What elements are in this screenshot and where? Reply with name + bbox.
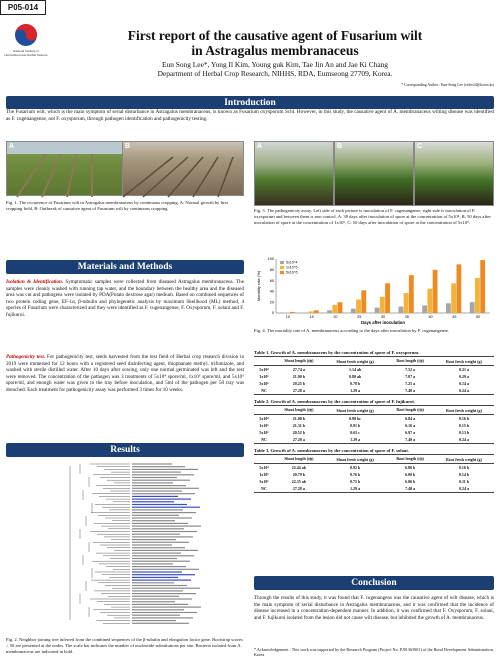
table-cell: 7.07 a	[405, 374, 416, 379]
legend-swatch	[280, 271, 284, 274]
tree-leaf-label	[132, 596, 179, 597]
tree-leaf-label	[132, 593, 196, 594]
bar-5x10^4	[446, 303, 451, 313]
bar-5x10^5	[456, 264, 461, 313]
x-tick-label: 25	[357, 315, 362, 319]
tree-leaf-label	[132, 620, 176, 621]
x-tick-label: 20	[333, 315, 338, 319]
legend-label: 5x10^4	[286, 260, 298, 265]
tree-leaf-label	[132, 501, 174, 502]
svg-text:Horticultural and Herbal Scien: Horticultural and Herbal Science	[4, 53, 48, 57]
tree-leaf-label	[132, 604, 188, 605]
tree-leaf-label	[132, 539, 176, 540]
table-cell: 6.84 a	[405, 416, 416, 421]
tree-leaf-label	[132, 574, 195, 575]
table-cell: 21.00 b	[292, 416, 305, 421]
tree-leaf-label	[132, 550, 198, 551]
tree-leaf-label	[132, 466, 185, 467]
bar-5x10^5	[409, 275, 414, 313]
table-cell: 20.25 b	[292, 381, 305, 386]
institute-logo	[4, 22, 48, 66]
table-header-cell: Root length (㎝)	[386, 455, 434, 464]
table-cell: 0.24 a	[434, 436, 494, 444]
bar-5x10^4	[470, 302, 475, 313]
table-cell: 5x10⁵	[259, 479, 269, 484]
tree-leaf-label	[132, 507, 200, 508]
tree-leaf-label	[132, 536, 193, 537]
fig3-photo-b	[334, 141, 414, 206]
bar-5x10^5	[314, 310, 319, 313]
table-cell: 6.00 b	[404, 472, 416, 477]
x-tick-label: 10	[285, 315, 291, 319]
tree-leaf-label	[132, 609, 184, 610]
tree-leaf-label	[132, 601, 175, 602]
fig1-caption: Fig. 1. The occurrence of Fusarium wilt in Astragalus membranaceus by continuous cropping. A: Normal growth by first cropping field, B: Outbreak of causative agent of Fusarium wilt by continuous cropping.	[6, 200, 228, 211]
table-cell: 27.28 a	[274, 436, 324, 444]
table-cell: 27.28 a	[274, 485, 324, 493]
x-tick-label: 30	[380, 315, 386, 319]
fig1-photo-a	[6, 141, 126, 196]
y-tick-label: 0	[271, 311, 274, 316]
table-cell: 0.92 b	[349, 465, 361, 470]
table-cell: 0.14 a	[458, 381, 469, 386]
bar-1x10^5	[356, 300, 361, 314]
table-header-cell	[254, 406, 274, 415]
tree-leaf-label	[132, 555, 194, 556]
conclusion-text: Through the results of this study, it was found that F. cugenangens was the causative agent of wilt disease, which is the main symptom of serial disturbance in Astragalus membranaceus, and it was confirmed that the incidence of disease increased in a concentration-dependent manner. In addition, it was confirmed that F. Oxysporum, F. solani, and F. fujikuroi isolated from the lesion did not cause wilt disease, but inhibited the growth of A. membranaceus.	[254, 595, 494, 621]
y-tick-label: 40	[269, 289, 274, 294]
bar-1x10^5	[404, 293, 409, 313]
pathogenicity-title: Pathogenicity test.	[6, 354, 46, 360]
field-rows-graphic	[7, 142, 127, 197]
author-block	[55, 60, 495, 78]
methods-pathogenicity	[6, 354, 244, 394]
tree-leaf-label	[132, 504, 187, 505]
mortality-chart	[254, 255, 494, 327]
tree-leaf-label	[132, 485, 186, 486]
table-cell: 27.28 a	[274, 387, 324, 395]
tree-leaf-label	[132, 563, 173, 564]
table-row	[254, 366, 494, 374]
table-header-cell	[254, 357, 274, 366]
table-cell: 0.80 ab	[348, 374, 362, 379]
table-caption: Table 2. Growth of A. membranaceus by the concentration of spore of F. fujikuroi.	[254, 399, 415, 404]
tree-leaf-label	[132, 474, 194, 475]
tree-leaf-label	[132, 526, 201, 527]
x-tick-label: 50	[475, 315, 481, 319]
title-line-1: First report of the causative agent of Fusarium wilt	[127, 28, 423, 43]
y-tick-label: 80	[269, 268, 274, 272]
table-cell: 0.24 a	[434, 485, 494, 493]
legend-swatch	[280, 266, 284, 269]
tree-leaf-label	[132, 547, 185, 548]
tree-leaf-label	[132, 569, 199, 570]
fig1-label-a: A	[9, 143, 15, 150]
table-cell: 7.40 a	[386, 485, 434, 493]
table-cell: 6.97 a	[405, 430, 416, 435]
tree-leaf-label	[132, 531, 197, 532]
table-cell: NC	[254, 485, 274, 493]
poster-code: P05-014	[0, 0, 46, 15]
tree-leaf-label	[132, 515, 179, 516]
tree-leaf-label	[132, 571, 182, 572]
table-cell: 7.52 a	[405, 367, 416, 372]
bar-5x10^5	[480, 260, 485, 313]
table-cell: 5x10⁴	[259, 367, 269, 372]
table-cell: 22.44 ab	[291, 465, 306, 470]
methods-isolation	[6, 279, 244, 319]
bar-1x10^5	[427, 289, 432, 313]
table-cell: 20.79 b	[292, 472, 305, 477]
tree-leaf-label	[132, 615, 180, 616]
growth-table	[254, 454, 494, 493]
table-row	[254, 429, 494, 436]
table-cell: 0.16 b	[458, 416, 470, 421]
table-header-cell: Root length (㎝)	[386, 406, 434, 415]
bar-1x10^5	[380, 297, 385, 313]
tree-leaf-label	[132, 566, 186, 567]
table-cell: 5x10⁴	[259, 465, 269, 470]
tree-leaf-label	[132, 499, 191, 500]
growth-table	[254, 405, 494, 444]
table-cell: 20.52 b	[292, 430, 305, 435]
table-header-cell: Shoot length (㎝)	[274, 357, 324, 366]
table-cell: 1x10⁵	[259, 423, 269, 428]
table-cell: 0.13 b	[458, 430, 470, 435]
table-row	[254, 485, 494, 493]
table-row	[254, 471, 494, 478]
fig3-label-a: A	[257, 143, 263, 150]
tree-leaf-label	[132, 585, 187, 586]
bar-5x10^4	[422, 305, 427, 313]
tree-leaf-label	[132, 561, 190, 562]
table-header-cell	[254, 455, 274, 464]
fig3-caption: Fig. 3. The pathogenicity assay. Left side of each picture is inoculation of F. cugenangense, right side is inoculation of F. oxysporum and between them is non control. A: 30 days after inoculation of spore at the concentration of 5x10⁴, B: 50 days after inoculation of spore at the concentration of 1x10⁵, C: 50 days after inoculation of spore at the concentration of 5x10⁵.	[254, 208, 491, 225]
conclusion-heading: Conclusion	[254, 576, 494, 590]
table-cell: 22.35 ab	[291, 479, 306, 484]
isolation-title: Isolation & Identification.	[6, 279, 64, 285]
table-cell: 0.75 b	[349, 479, 361, 484]
x-tick-label: 40	[428, 315, 433, 319]
table-cell: 0.80 bc	[349, 416, 362, 421]
tree-leaf-label	[132, 612, 197, 613]
pathogenicity-text: For pathogenicity test, seeds harvested from the test field of Herbal crop research division in 2019 were immersed for 12 hours with a registered seed disinfecting agent, thiophanate methyl. trifumizole, and washed with sterile distilled water. After 10 days after sowing, only one normal germinated was left and the rest were removed. The concentration of the pathogen was 3 treatments of 5x10⁴ spore/ml, 1x10⁵ spore/ml, and 5x10⁵ spore/ml, and enough water was given to the tray before inoculation, and 5ml of the pathogen per 50 tray was drenched. Each treatment for pathogenicity assay was performed 3 times for 10 weeks.	[6, 354, 245, 393]
table-cell: 5x10⁵	[259, 430, 269, 435]
tree-leaf-label	[132, 558, 177, 559]
table-header-cell: Root length (㎝)	[386, 357, 434, 366]
table-cell: 21.90 b	[292, 374, 305, 379]
tree-leaf-label	[132, 590, 183, 591]
tree-leaf-label	[132, 520, 175, 521]
affiliation: Department of Herbal Crop Research, NIHHS, RDA, Eumseong 27709, Korea.	[157, 69, 393, 78]
x-tick-label: 45	[452, 315, 457, 319]
tree-leaf-label	[132, 490, 182, 491]
table-cell: 1x10⁵	[259, 374, 269, 379]
tree-leaf-label	[132, 542, 189, 543]
table-cell: 7.25 a	[405, 381, 416, 386]
x-tick-label: 15	[309, 315, 314, 319]
bar-1x10^5	[332, 305, 337, 313]
phylogenetic-tree	[60, 460, 210, 630]
tree-leaf-label	[132, 580, 191, 581]
fig3-label-b: B	[337, 143, 343, 150]
table-cell: 5x10⁵	[259, 381, 269, 386]
fig3-photo-a	[254, 141, 334, 206]
table-row	[254, 436, 494, 444]
tree-leaf-label	[132, 472, 181, 473]
table-cell: 7.40 a	[386, 436, 434, 444]
table-cell: 0.76 b	[349, 472, 361, 477]
table-cell: 0.11 b	[458, 479, 469, 484]
table-cell: 0.14 b	[458, 472, 470, 477]
table-row	[254, 464, 494, 472]
y-tick-label: 20	[269, 300, 274, 305]
tree-leaf-label	[132, 493, 195, 494]
table-caption: Table 1. Growth of A. membranaceus by the concentration of spore of F. oxysporum.	[254, 350, 420, 355]
tree-leaf-label	[132, 509, 183, 510]
tree-leaf-label	[132, 588, 200, 589]
table-cell: 1.29 a	[324, 485, 386, 493]
table-header-cell: Shoot length (㎝)	[274, 455, 324, 464]
legend-label: 5x10^5	[286, 270, 298, 275]
bar-5x10^5	[433, 270, 438, 313]
tree-leaf-label	[132, 607, 201, 608]
tree-leaf-label	[132, 577, 178, 578]
x-tick-label: 35	[404, 315, 409, 319]
table-cell: 0.16 b	[458, 465, 470, 470]
methods-heading: Materials and Methods	[6, 260, 244, 274]
tree-leaf-label	[132, 623, 189, 624]
table-header-cell: Shoot fresh weight (g)	[324, 357, 386, 366]
tree-leaf-label	[132, 598, 192, 599]
fig3-photo-c	[414, 141, 494, 206]
y-axis-label: Mortality rate (%)	[256, 270, 261, 302]
bar-5x10^5	[361, 290, 366, 313]
tree-leaf-label	[132, 544, 172, 545]
table-cell: 0.15 b	[458, 423, 470, 428]
table-cell: 6.86 b	[404, 465, 416, 470]
table-cell: NC	[254, 387, 274, 395]
table-header-cell: Shoot fresh weight (g)	[324, 455, 386, 464]
introduction-heading: Introduction	[6, 96, 494, 109]
bar-5x10^5	[338, 302, 343, 313]
table-row	[254, 478, 494, 485]
tree-leaf-label	[132, 488, 199, 489]
fig4-caption: Fig. 4. The mortality rate of A. membranaceus according to the days after inoculation by F. cugenangense.	[254, 328, 450, 333]
title-line-2: in Astragalus membranaceus	[191, 43, 359, 58]
table-cell: 1x10⁵	[259, 472, 269, 477]
table-cell: 0.24 a	[434, 387, 494, 395]
growth-table	[254, 356, 494, 395]
fig1-label-b: B	[125, 143, 131, 150]
table-header-cell: Root fresh weight (g)	[434, 455, 494, 464]
table-cell: 1.14 ab	[348, 367, 362, 372]
bare-field-graphic	[123, 142, 245, 197]
y-tick-label: 100	[267, 257, 274, 262]
table-cell: 5x10⁴	[259, 416, 269, 421]
table-header-cell: Root fresh weight (g)	[434, 357, 494, 366]
tree-leaf-label	[132, 534, 180, 535]
table-row	[254, 387, 494, 395]
table-cell: 0.21 a	[458, 367, 469, 372]
fig3-label-c: C	[417, 143, 423, 150]
table-cell: 0.29 a	[458, 374, 469, 379]
table-cell: NC	[254, 436, 274, 444]
table-caption: Table 3. Growth of A. membranaceus by the concentration of spore of F. solani.	[254, 448, 409, 453]
tree-leaf-label	[132, 517, 192, 518]
bar-5x10^4	[398, 307, 403, 313]
fig1-photo-b	[122, 141, 244, 196]
tree-leaf-label	[132, 496, 178, 497]
table-cell: 0.65 c	[350, 430, 360, 435]
table-row	[254, 422, 494, 429]
fig2-caption: Fig. 2. Neighbor joining tree inferred from the combined sequences of the β-tubulin and elongation factor gene. Bootstrap scores > 50 are presented at the nodes. The scale bar indicates the number of nucleotide substitutions per site. Bacteria isolated from A. membranaceus are indicated in bold.	[6, 637, 243, 654]
bar-5x10^5	[290, 312, 295, 313]
results-heading: Results	[6, 443, 244, 457]
table-header-cell: Root fresh weight (g)	[434, 406, 494, 415]
table-cell: 6.16 a	[405, 423, 416, 428]
table-row	[254, 415, 494, 423]
legend-label: 1x10^5	[286, 265, 298, 270]
bar-1x10^5	[309, 311, 314, 313]
table-row	[254, 380, 494, 387]
tree-leaf-label	[132, 553, 181, 554]
tables-block	[254, 350, 494, 497]
tree-leaf-label	[132, 512, 196, 513]
table-header-cell: Shoot fresh weight (g)	[324, 406, 386, 415]
tree-leaf-label	[132, 469, 198, 470]
authors: Eun Song Lee*, Yong Il Kim, Young guk Kim, Tae Jin An and Jae Ki Chang	[162, 60, 388, 69]
tree-leaf-label	[132, 480, 190, 481]
poster-title	[55, 28, 495, 58]
tree-leaf-label	[132, 482, 173, 483]
bar-5x10^4	[375, 308, 380, 313]
legend-swatch	[280, 261, 284, 264]
x-axis-label: Days after inoculation	[361, 320, 405, 325]
corresponding-author: * Corresponding Author : Eun-Song Lee (celee24@korea.kr)	[401, 83, 494, 87]
tree-leaf-label	[132, 528, 184, 529]
table-cell: 21.31 b	[292, 423, 305, 428]
bar-1x10^5	[475, 278, 480, 313]
tree-leaf-label	[132, 477, 177, 478]
isolation-text: Symptomatic samples were collected from diseased Astragalus membranaceus. The samples were cleanly washed with running tap water, and the boundary between the healthy area and the diseased area was cut and pathogens were isolated by PDA(Potato dextrose agar) medium. Based on combined sequences of two protein coding gene, EF-1α, β-tubulin and phylogenetic analysis by maximum likelihood (ML) method, 4 species of Fusarium were characterized and they were identified as F. cugenangense, F. Oxysporum, F. solani and F. fujikuroi.	[6, 279, 244, 318]
table-cell: 0.78 b	[349, 381, 361, 386]
tree-leaf-label	[132, 463, 172, 464]
table-header-cell: Shoot length (㎝)	[274, 406, 324, 415]
table-cell: 0.91 b	[349, 423, 361, 428]
table-cell: 1.29 a	[324, 387, 386, 395]
bar-5x10^4	[327, 310, 332, 313]
table-cell: 1.29 a	[324, 436, 386, 444]
tree-leaf-label	[132, 582, 174, 583]
table-cell: 6.06 b	[404, 479, 416, 484]
y-tick-label: 60	[269, 278, 274, 283]
tree-leaf-label	[132, 523, 188, 524]
bar-5x10^4	[351, 309, 356, 313]
table-cell: 7.40 a	[386, 387, 434, 395]
svg-text:National Institute of: National Institute of	[13, 49, 39, 53]
introduction-text: The Fusarium wilt, which is the main symptom of serial disturbance in Astragalus membranaceus, is known as Fusarium oxysporum Schl. However, in this study, the causative agent of A. membranaceus wilting disease was identified as F. cugenangense, not F. oxysporum, through pathogen identification and pathogenicity testing.	[6, 109, 494, 122]
acknowledgement: * Acknowledgement : This work was supported by the Research Program (Project No. PJ01363001) of the Rural Development Administration, Korea	[254, 647, 494, 657]
table-cell: 27.74 a	[292, 367, 305, 372]
bar-5x10^5	[385, 283, 390, 313]
table-row	[254, 373, 494, 380]
bar-1x10^5	[451, 283, 456, 313]
tree-leaf-label	[132, 617, 193, 618]
